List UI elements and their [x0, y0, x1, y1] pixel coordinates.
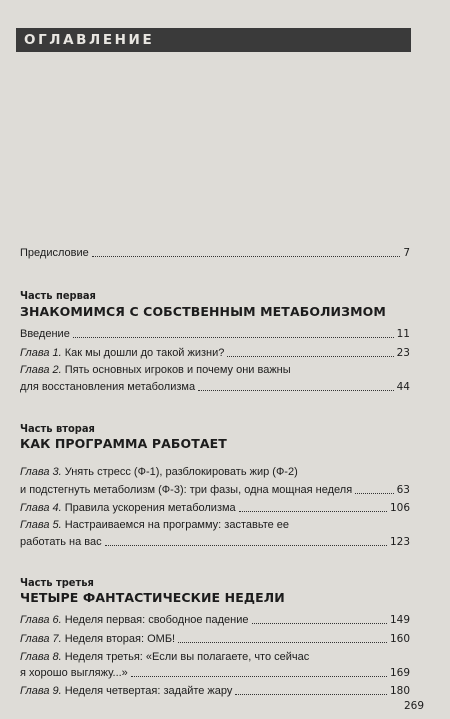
dot-leader [235, 693, 387, 695]
dot-leader [227, 355, 393, 357]
entry-title-cont: и подстегнуть метаболизм (Ф-3): три фазы, одна мощная неделя [20, 484, 353, 496]
part-label: Часть вторая [20, 422, 95, 435]
toc-entry[interactable] [20, 363, 291, 377]
toc-title: ОГЛАВЛЕНИЕ [24, 32, 155, 48]
entry-title: Неделя четвертая: задайте жару [64, 685, 233, 697]
entry-title-cont: работать на вас [20, 536, 102, 548]
chapter-prefix: Глава 8. [20, 651, 62, 663]
entry-page: 7 [403, 247, 410, 259]
toc-entry-preface[interactable] [20, 242, 410, 260]
toc-entry[interactable] [20, 323, 410, 341]
entry-title: Неделя третья: «Если вы полагаете, что сейчас [64, 651, 310, 663]
entry-title-cont: я хорошо выгляжу...» [20, 667, 128, 679]
entry-page: 123 [389, 536, 410, 548]
toc-entry[interactable] [20, 342, 410, 360]
entry-title: Правила ускорения метаболизма [64, 502, 236, 514]
part-label: Часть первая [20, 289, 96, 302]
entry-page: 63 [396, 484, 410, 496]
entry-page: 44 [396, 381, 410, 393]
entry-title: Предисловие [20, 247, 89, 259]
entry-title: Унять стресс (Ф-1), разблокировать жир (Ф-2) [64, 466, 298, 478]
part-title: ЗНАКОМИМСЯ С СОБСТВЕННЫМ МЕТАБОЛИЗМОМ [20, 304, 386, 319]
dot-leader [252, 622, 387, 624]
part-title: КАК ПРОГРАММА РАБОТАЕТ [20, 436, 227, 451]
entry-page: 149 [389, 614, 410, 626]
toc-header-bar [16, 28, 411, 52]
entry-title: Неделя вторая: ОМБ! [64, 633, 176, 645]
entry-page: 106 [389, 502, 410, 514]
chapter-prefix: Глава 6. [20, 614, 62, 626]
entry-title: Настраиваемся на программу: заставьте ее [64, 519, 290, 531]
entry-page: 23 [396, 347, 410, 359]
page-number: 269 [404, 700, 425, 712]
chapter-prefix: Глава 2. [20, 364, 62, 376]
dot-leader [355, 492, 393, 494]
toc-entry-continuation[interactable] [20, 376, 410, 394]
chapter-prefix: Глава 3. [20, 466, 62, 478]
chapter-prefix: Глава 4. [20, 502, 62, 514]
toc-entry[interactable] [20, 680, 410, 698]
part-label: Часть третья [20, 576, 94, 589]
entry-title: Как мы дошли до такой жизни? [64, 347, 225, 359]
toc-entry[interactable] [20, 497, 410, 515]
entry-page: 11 [396, 328, 410, 340]
toc-entry-continuation[interactable] [20, 531, 410, 549]
entry-page: 169 [389, 667, 410, 679]
toc-entry[interactable] [20, 609, 410, 627]
toc-entry[interactable] [20, 465, 298, 479]
chapter-prefix: Глава 1. [20, 347, 62, 359]
dot-leader [105, 544, 387, 546]
dot-leader [239, 510, 387, 512]
chapter-prefix: Глава 5. [20, 519, 62, 531]
toc-entry[interactable] [20, 628, 410, 646]
entry-page: 160 [389, 633, 410, 645]
toc-entry[interactable] [20, 518, 289, 532]
dot-leader [73, 336, 394, 338]
dot-leader [178, 641, 387, 643]
entry-page: 180 [389, 685, 410, 697]
entry-title: Введение [20, 328, 70, 340]
toc-entry-continuation[interactable] [20, 479, 410, 497]
entry-title: Неделя первая: свободное падение [64, 614, 249, 626]
dot-leader [198, 389, 394, 391]
entry-title: Пять основных игроков и почему они важны [64, 364, 291, 376]
dot-leader [92, 255, 401, 257]
dot-leader [131, 675, 387, 677]
toc-entry-continuation[interactable] [20, 662, 410, 680]
entry-title-cont: для восстановления метаболизма [20, 381, 196, 393]
chapter-prefix: Глава 7. [20, 633, 62, 645]
part-title: ЧЕТЫРЕ ФАНТАСТИЧЕСКИЕ НЕДЕЛИ [20, 590, 285, 605]
chapter-prefix: Глава 9. [20, 685, 62, 697]
